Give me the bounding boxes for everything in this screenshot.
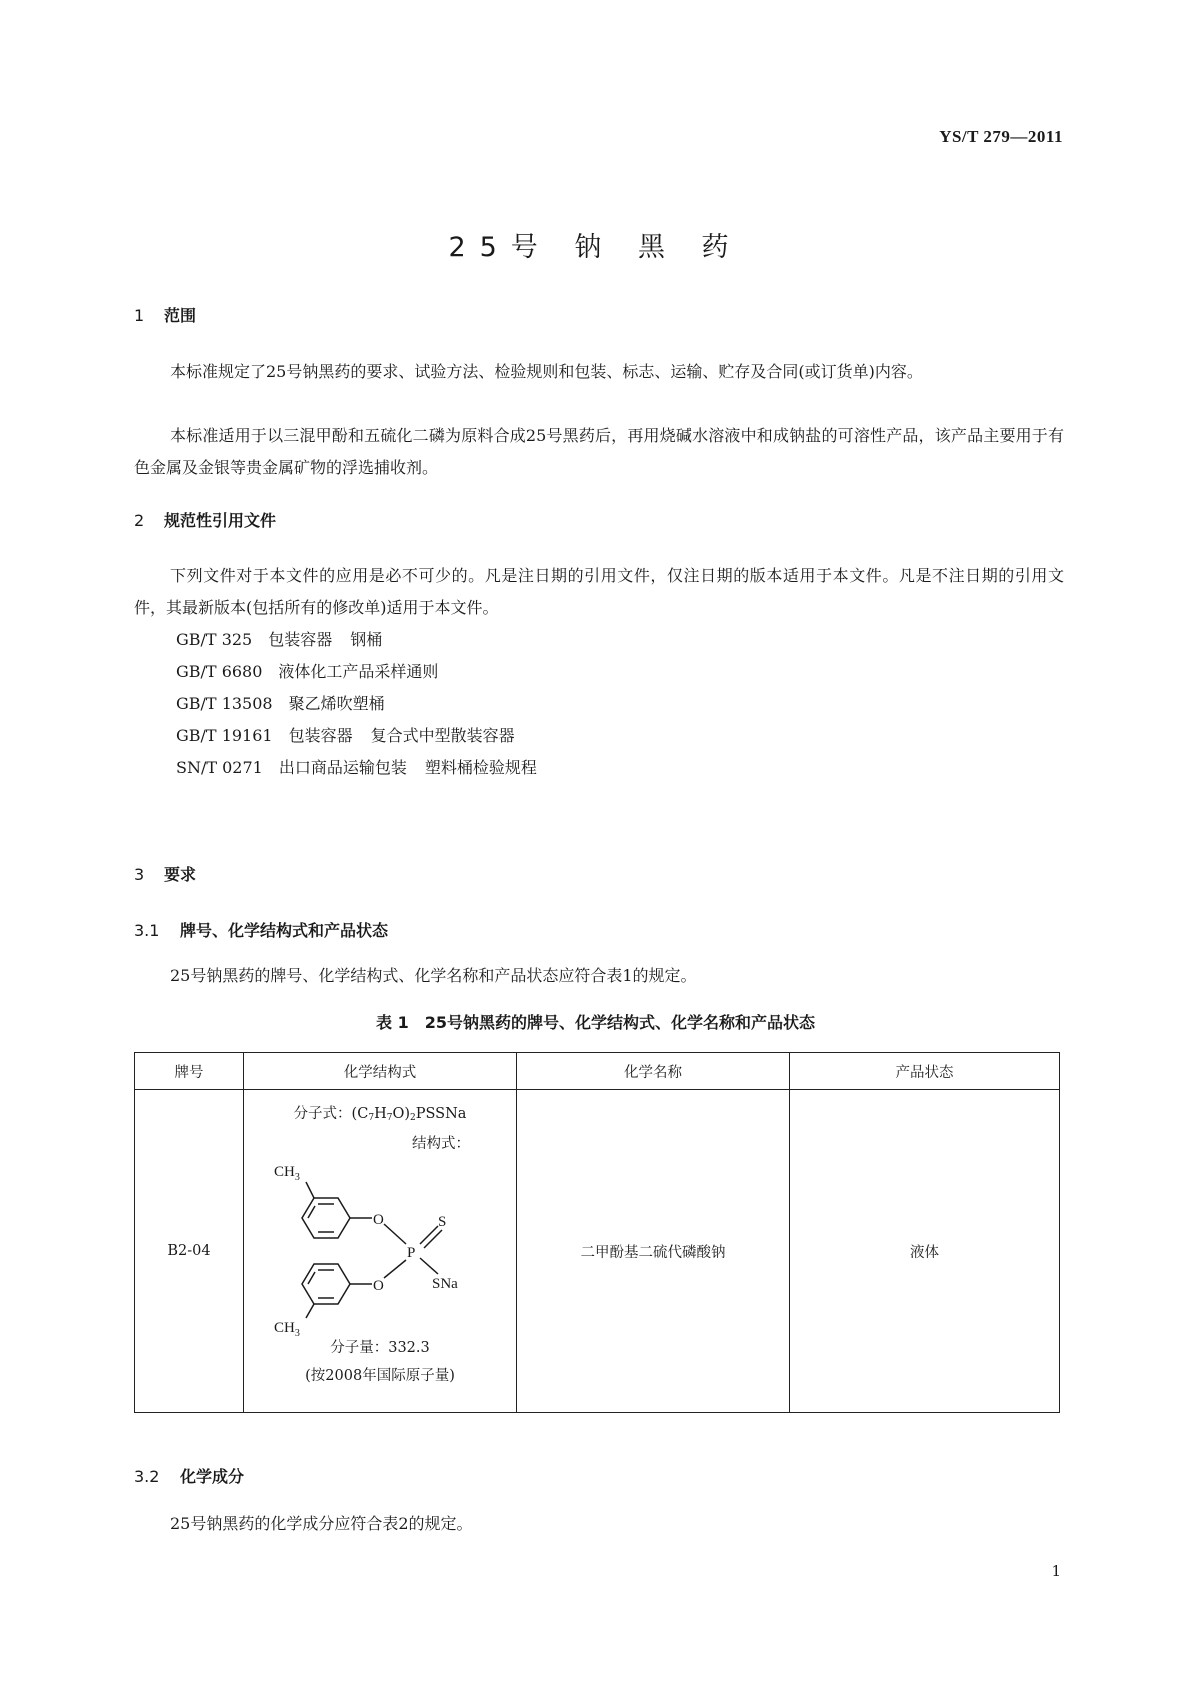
standard-code: YS/T 279—2011 (939, 127, 1063, 146)
table-1-caption: 表 1 25号钠黑药的牌号、化学结构式、化学名称和产品状态 (376, 1013, 815, 1032)
document-title: 25号 钠 黑 药 (448, 232, 743, 263)
molecular-weight: 分子量：332.3 (330, 1340, 430, 1356)
reference-title: 复合式中型散装容器 (370, 726, 515, 745)
section-1-heading (134, 303, 196, 326)
reference-item (176, 688, 403, 720)
section-3-heading (134, 862, 196, 885)
section-3-2-paragraph: 25号钠黑药的化学成分应符合表2的规定。 (170, 1514, 473, 1533)
reference-title: 聚乙烯吹塑桶 (288, 694, 385, 713)
reference-title: 钢桶 (350, 630, 383, 649)
reference-item (176, 624, 382, 656)
reference-code: SN/T 0271 (176, 758, 263, 777)
section-number: 1 (134, 306, 145, 325)
table-row (135, 1090, 1060, 1413)
section-2-heading (134, 508, 276, 531)
grade-cell: B2-04 (135, 1090, 244, 1413)
section-2-paragraph-1: 下列文件对于本文件的应用是必不可少的。凡是注日期的引用文件，仅注日期的版本适用于本文件。凡是不注日期的引用文件，其最新版本(包括所有的修改单)适用于本文件。 (134, 566, 1064, 617)
reference-code: GB/T 13508 (176, 694, 273, 713)
section-number: 3.1 (134, 921, 160, 940)
structure-cell (244, 1090, 517, 1413)
reference-title: 包装容器 (288, 726, 353, 745)
reference-item (176, 656, 456, 688)
reference-title: 液体化工产品采样通则 (278, 662, 439, 681)
section-number: 2 (134, 511, 145, 530)
reference-code: GB/T 6680 (176, 662, 263, 681)
section-1-paragraph-2: 本标准适用于以三混甲酚和五硫化二磷为原料合成25号黑药后，再用烧碱水溶液中和成钠盐的可溶性产品，该产品主要用于有色金属及金银等贵金属矿物的浮选捕收剂。 (134, 426, 1064, 477)
oxygen-label: O (373, 1278, 384, 1294)
page-number: 1 (1051, 1562, 1061, 1580)
column-header: 产品状态 (790, 1053, 1060, 1090)
section-3-1-heading (134, 918, 388, 941)
section-1-paragraph-1: 本标准规定了25号钠黑药的要求、试验方法、检验规则和包装、标志、运输、贮存及合同(或订货单)内容。 (170, 362, 923, 381)
structural-formula-diagram (274, 1160, 486, 1336)
reference-title: 出口商品运输包装 (278, 758, 407, 777)
table-header-row (135, 1053, 1060, 1090)
table-1 (134, 1052, 1060, 1413)
reference-title: 塑料桶检验规程 (424, 758, 537, 777)
molecular-formula: 分子式：$(C_7H_7O)_2PSSNa$ (293, 1106, 467, 1123)
chemical-name-cell: 二甲酚基二硫代磷酸钠 (517, 1090, 790, 1413)
section-title: 规范性引用文件 (164, 511, 277, 530)
reference-item (176, 720, 515, 752)
section-title: 范围 (164, 306, 197, 325)
product-state-cell: 液体 (790, 1090, 1060, 1413)
section-3-1-paragraph: 25号钠黑药的牌号、化学结构式、化学名称和产品状态应符合表1的规定。 (170, 966, 697, 985)
oxygen-label: O (373, 1212, 384, 1228)
section-number: 3 (134, 865, 145, 884)
phosphorus-label: P (407, 1245, 416, 1261)
section-title: 牌号、化学结构式和产品状态 (180, 921, 389, 940)
structure-label: 结构式： (412, 1136, 470, 1152)
sodium-thio-label: SNa (432, 1276, 458, 1292)
column-header: 化学名称 (517, 1053, 790, 1090)
reference-item (176, 752, 537, 784)
atomic-weight-note: (按2008年国际原子量) (305, 1368, 455, 1384)
reference-code: GB/T 325 (176, 630, 253, 649)
sulfur-label: S (438, 1214, 447, 1230)
methyl-group-label: $CH_3$ (274, 1164, 300, 1183)
section-title: 要求 (164, 865, 197, 884)
section-number: 3.2 (134, 1467, 160, 1486)
reference-code: GB/T 19161 (176, 726, 273, 745)
reference-title: 包装容器 (268, 630, 333, 649)
column-header: 化学结构式 (244, 1053, 517, 1090)
section-3-2-heading (134, 1464, 244, 1487)
section-title: 化学成分 (180, 1467, 245, 1486)
column-header: 牌号 (135, 1053, 244, 1090)
methyl-group-label: $CH_3$ (274, 1320, 300, 1336)
